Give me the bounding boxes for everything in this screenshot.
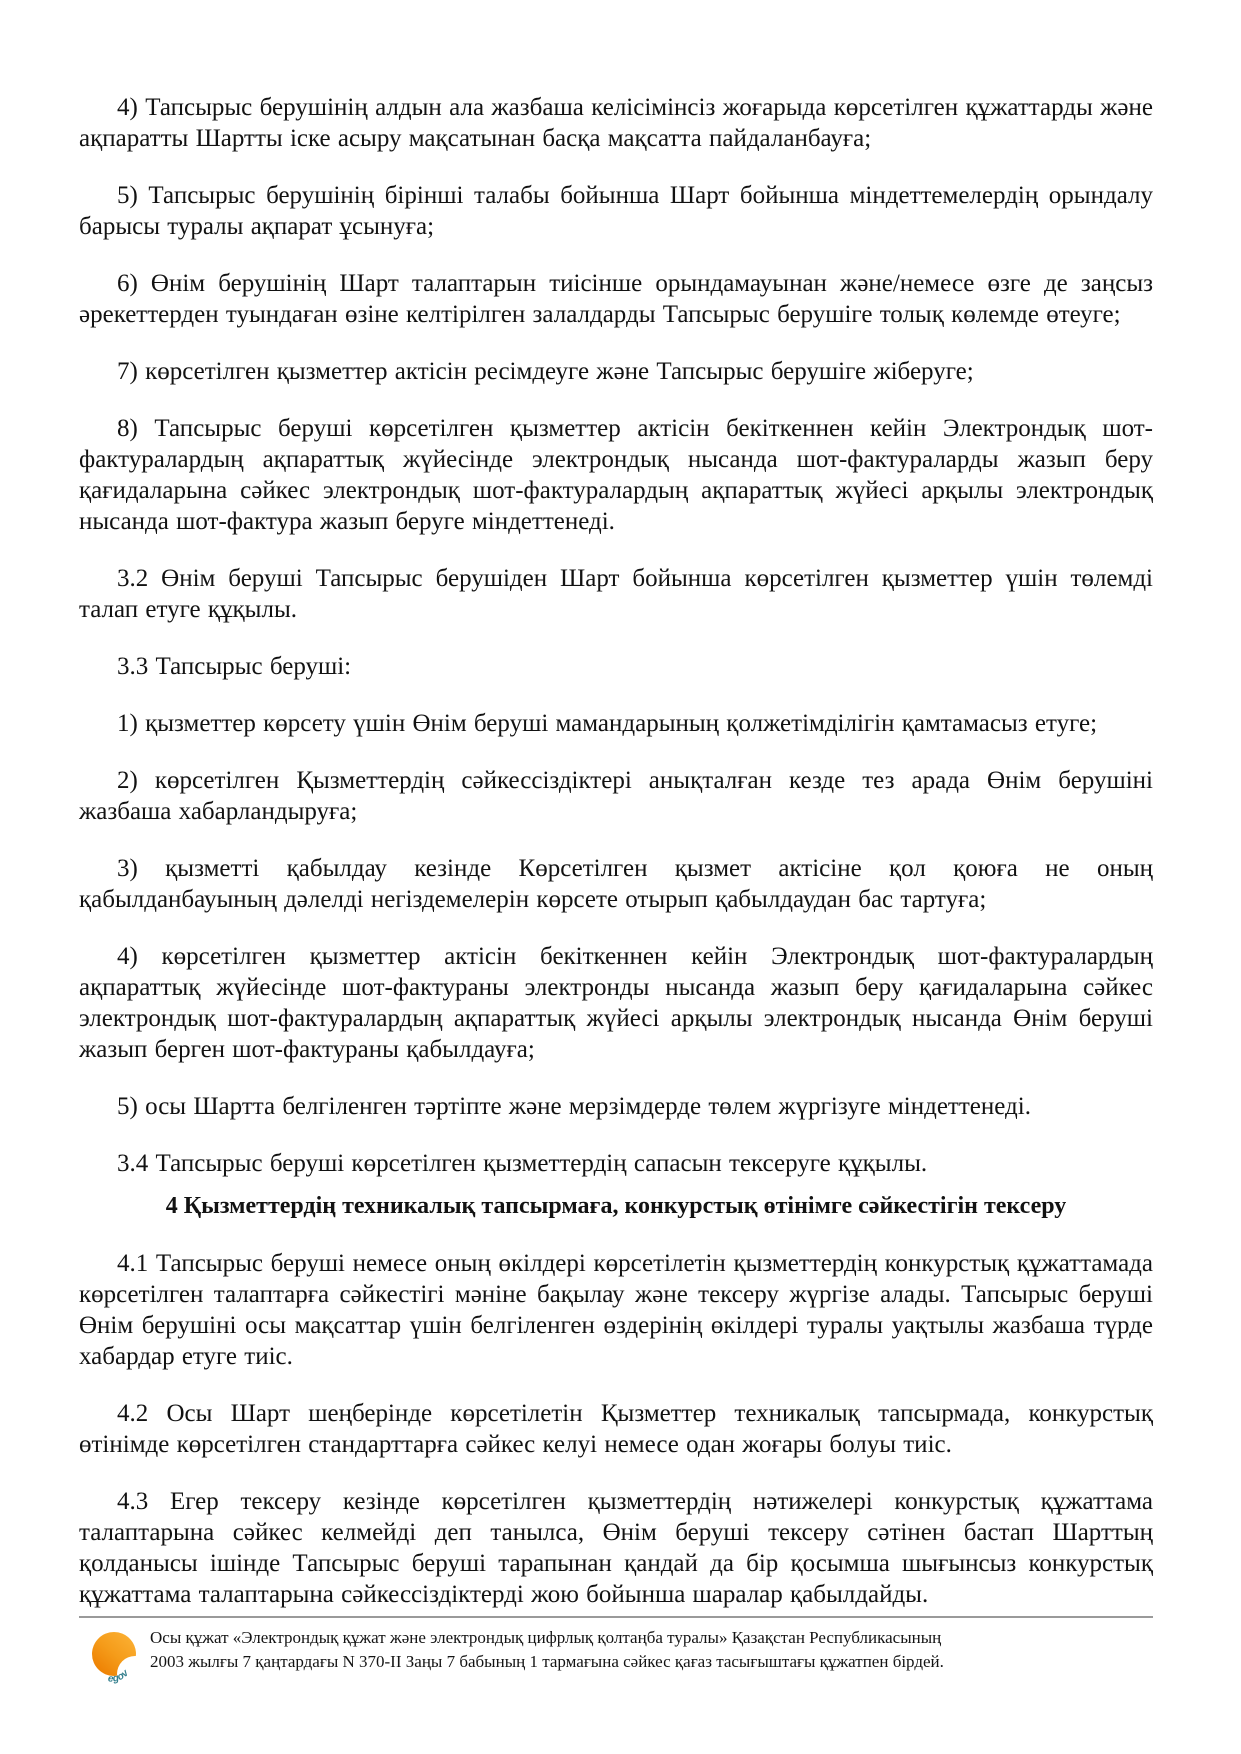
clause-4-3: 4.3 Егер тексеру кезінде көрсетілген қызметтердің нәтижелері конкурстық құжаттама талаптарына сәйкес келмейді деп танылса, Өнім беруші тексеру сәтінен бастап Шарттың қолданысы ішінде Тапсырыс беруші тарапынан қандай да бір қосымша шығынсыз конкурстық құжаттама талаптарына сәйкессіздіктерді жою бойынша шаралар қабылдайды.: [79, 1488, 1153, 1608]
subclause-1: 1) қызметтер көрсету үшін Өнім беруші мамандарының қолжетімділігін қамтамасыз етуге;: [117, 710, 1098, 737]
clause-3-3: 3.3 Тапсырыс беруші:: [117, 653, 352, 680]
clause-3-4: 3.4 Тапсырыс беруші көрсетілген қызметтердің сапасын тексеруге құқылы.: [117, 1150, 928, 1177]
document-footer: [79, 1626, 1153, 1684]
subclause-3: 3) қызметті қабылдау кезінде Көрсетілген қызмет актісіне қол қоюға не оның қабылданбауының дәлелді негіздемелерін көрсете отырып қабылдаудан бас тартуға;: [79, 855, 1153, 913]
subclause-2: 2) көрсетілген Қызметтердің сәйкессіздіктері анықталған кезде тез арада Өнім берушіні жазбаша хабарландыруға;: [79, 767, 1153, 825]
clause-4: 4) Тапсырыс берушінің алдын ала жазбаша келісімінсіз жоғарыда көрсетілген құжаттарды және ақпаратты Шартты іске асыру мақсатынан басқа мақсатта пайдаланбауға;: [79, 94, 1153, 152]
logo-curve-text: egov: [107, 1667, 131, 1684]
subclause-4: 4) көрсетілген қызметтер актісін бекіткеннен кейін Электрондық шот-фактуралардың ақпараттық жүйесінде шот-фактураны электронды нысанда жазып беру қағидаларына сәйкес электрондық шот-фактуралардың ақпараттық жүйесі арқылы электрондық нысанда Өнім беруші жазып берген шот-фактураны қабылдауға;: [79, 943, 1153, 1063]
clause-4-2: 4.2 Осы Шарт шеңберінде көрсетілетін Қызметтер техникалық тапсырмада, конкурстық өтінімде көрсетілген стандарттарға сәйкес келуі немесе одан жоғары болуы тиіс.: [79, 1400, 1153, 1458]
clause-5: 5) Тапсырыс берушінің бірінші талабы бойынша Шарт бойынша міндеттемелердің орындалу барысы туралы ақпарат ұсынуға;: [79, 182, 1153, 240]
clause-7: 7) көрсетілген қызметтер актісін ресімдеуге және Тапсырыс берушіге жіберуге;: [117, 358, 974, 385]
clause-6: 6) Өнім берушінің Шарт талаптарын тиісінше орындамауынан және/немесе өзге де заңсыз әрекеттерден туындаған өзіне келтірілген залалдарды Тапсырыс берушіге толық көлемде өтеуге;: [79, 270, 1153, 328]
clause-8: 8) Тапсырыс беруші көрсетілген қызметтер актісін бекіткеннен кейін Электрондық шот-фактуралардың ақпараттық жүйесінде электрондық нысанда шот-фактураларды жазып беру қағидаларына сәйкес электрондық шот-фактуралардың ақпараттық жүйесі арқылы электрондық нысанда шот-фактура жазып беруге міндеттенеді.: [79, 415, 1153, 535]
footer-legal-text: Осы құжат «Электрондық құжат және электрондық цифрлық қолтаңба туралы» Қазақстан Республикасының 2003 жылғы 7 қаңтардағы N 370-II Заңы 7 бабының 1 тармағына сәйкес қағаз тасығыштағы құжатпен бірдей.: [150, 1628, 944, 1671]
clause-4-1: 4.1 Тапсырыс беруші немесе оның өкілдері көрсетілетін қызметтердің конкурстық құжаттамада көрсетілген талаптарға сәйкестігі мәніне бақылау және тексеру жүргізе алады. Тапсырыс беруші Өнім берушіні осы мақсаттар үшін белгіленген өздерінің өкілдері туралы уақтылы жазбаша түрде хабардар етуге тиіс.: [79, 1250, 1153, 1370]
egov-stamp-logo: [92, 1630, 140, 1684]
subclause-5: 5) осы Шартта белгіленген тәртіпте және мерзімдерде төлем жүргізуге міндеттенеді.: [117, 1093, 1031, 1120]
section-4-heading: 4 Қызметтердің техникалық тапсырмаға, конкурстық өтінімге сәйкестігін тексеру: [165, 1193, 1067, 1219]
clause-3-2: 3.2 Өнім беруші Тапсырыс берушіден Шарт бойынша көрсетілген қызметтер үшін төлемді талап етуге құқылы.: [79, 565, 1153, 623]
footer-divider: [79, 1616, 1153, 1618]
